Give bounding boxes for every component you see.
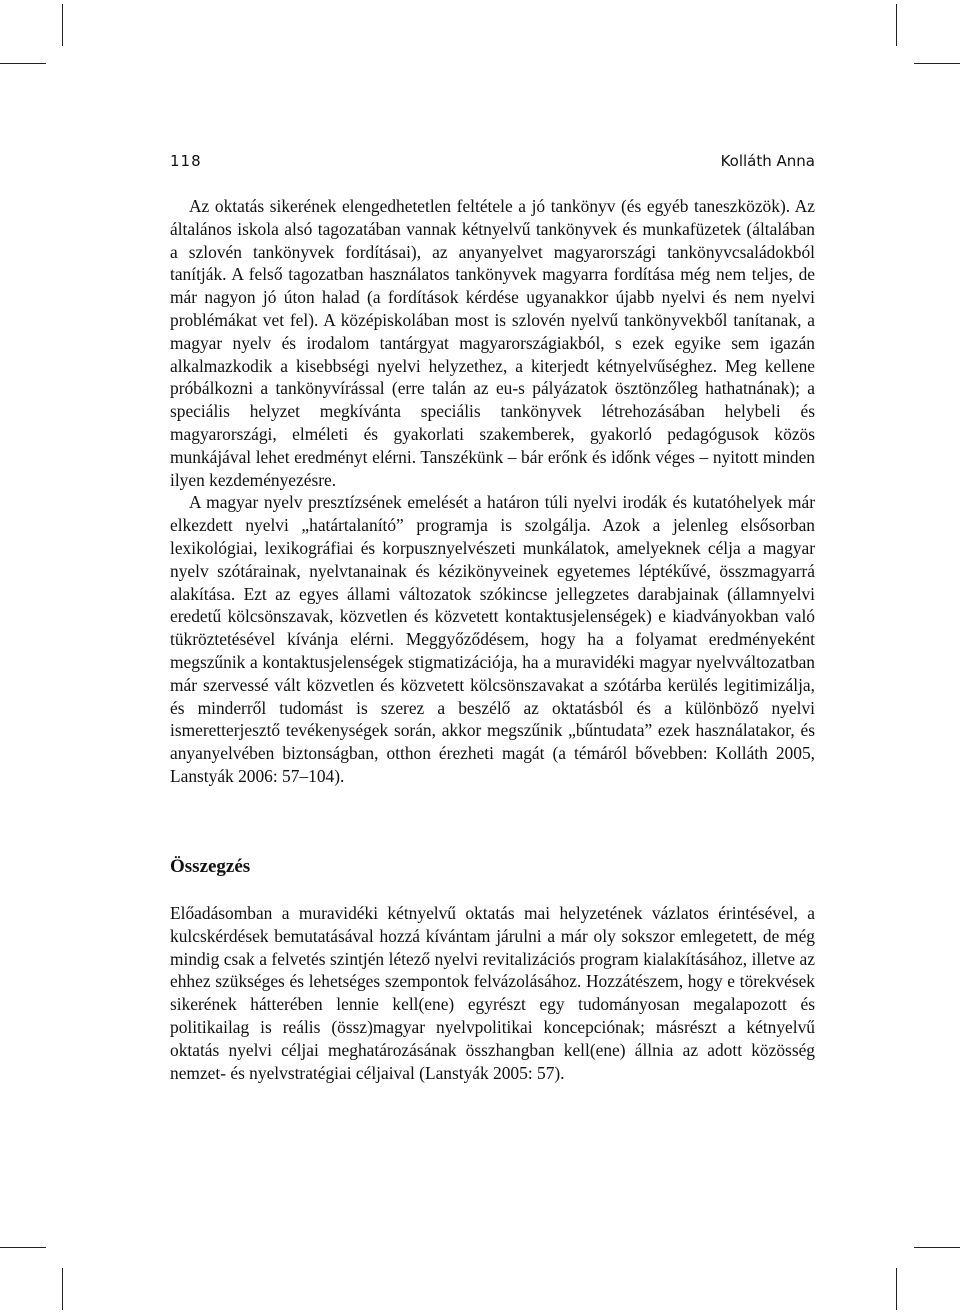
crop-mark-top-right (896, 4, 897, 46)
crop-mark-bottom-left-h (0, 1247, 46, 1248)
crop-mark-bottom-right-h (914, 1247, 960, 1248)
running-head-author: Kolláth Anna (720, 152, 815, 170)
main-text (170, 195, 815, 788)
section-heading: Összegzés (170, 856, 251, 877)
summary-text (170, 902, 815, 1084)
paragraph: A magyar nyelv presztízsének emelését a határon túli nyelvi irodák és kutatóhelyek már elkezdett nyelvi „határtalanító” programja is szolgálja. Azok a jelenleg elsősorban lexikológiai, lexikográfiai és korpusznyelvészeti munkálatok, amelyeknek célja a magyar nyelv szótárainak, nyelvtanainak és kézikönyveinek egyetemes léptékűvé, összmagyarrá alakítása. Ezt az egyes állami változatok szókincse jellegzetes darabjainak (államnyelvi eredetű kölcsönszavak, közvetlen és közvetett kontaktusjelenségek) e kiadványokban való tükröztetésével kívánja elérni. Meggyőződésem, hogy ha a folyamat eredményeként megszűnik a kontaktusjelenségek stigmatizációja, ha a muravidéki magyar nyelvváltozatban már szervessé vált közvetlen és közvetett kölcsönszavakat a szótárba kerülés legitimizálja, és minderről tudomást is szerez a beszélő az oktatásból és a különböző nyelvi ismeretterjesztő tevékenységek során, akkor megszűnik „bűntudata” ezek használatakor, és anyanyelvében biztonságban, otthon érezheti magát (a témáról bővebben: Kolláth 2005, Lanstyák 2006: 57–104). (170, 492, 815, 786)
crop-mark-top-right-h (914, 63, 960, 64)
page-header (170, 152, 815, 174)
page-number: 118 (170, 152, 202, 170)
paragraph: Előadásomban a muravidéki kétnyelvű oktatás mai helyzetének vázlatos érintésével, a kulcskérdések bemutatásával hozzá kívántam járulni a már oly sokszor emlegetett, de még mindig csak a felvetés szintjén létező nyelvi revitalizációs program kialakításához, illetve az ehhez szükséges és lehetséges szempontok felvázolásához. Hozzátészem, hogy e törekvések sikerének hátterében lennie kell(ene) egyrészt egy tudományosan megalapozott és politikailag is reális (össz)magyar nyelvpolitikai koncepciónak; másrészt a kétnyelvű oktatás nyelvi céljai meghatározásának összhangban kell(ene) állnia az adott közösség nemzet- és nyelvstratégiai céljaival (Lanstyák 2005: 57). (170, 903, 815, 1083)
paragraph: Az oktatás sikerének elengedhetetlen feltétele a jó tankönyv (és egyéb taneszközök). Az általános iskola alsó tagozatában vannak kétnyelvű tankönyvek és munkafüzetek (általában a szlovén tankönyvek fordításai), az anyanyelvet magyarországi tankönyvcsaládokból tanítják. A felső tagozatban használatos tankönyvek magyarra fordítása még nem teljes, de már nagyon jó úton halad (a fordítások kérdése ugyanakkor újabb nyelvi és nem nyelvi problémákat vet fel). A középiskolában most is szlovén nyelvű tankönyvekből tanítanak, a magyar nyelv és irodalom tantárgyat magyarországiakból, s ezek egyike sem igazán alkalmazkodik a kisebbségi nyelvi helyzethez, a kiterjedt kétnyelvűséghez. Meg kellene próbálkozni a tankönyvírással (erre talán az eu-s pályázatok ösztönzőleg hathatnának); a speciális helyzet megkívánta speciális tankönyvek létrehozásában helybeli és magyarországi, elméleti és gyakorlati szakemberek, gyakorló pedagógusok közös munkájával lehet eredményt elérni. Tanszékünk – bár erőnk és időnk véges – nyitott minden ilyen kezdeményezésre. (170, 196, 815, 490)
crop-mark-top-left (62, 4, 63, 46)
crop-mark-bottom-left (62, 1268, 63, 1310)
crop-mark-top-left-h (0, 63, 46, 64)
crop-mark-bottom-right (896, 1268, 897, 1310)
